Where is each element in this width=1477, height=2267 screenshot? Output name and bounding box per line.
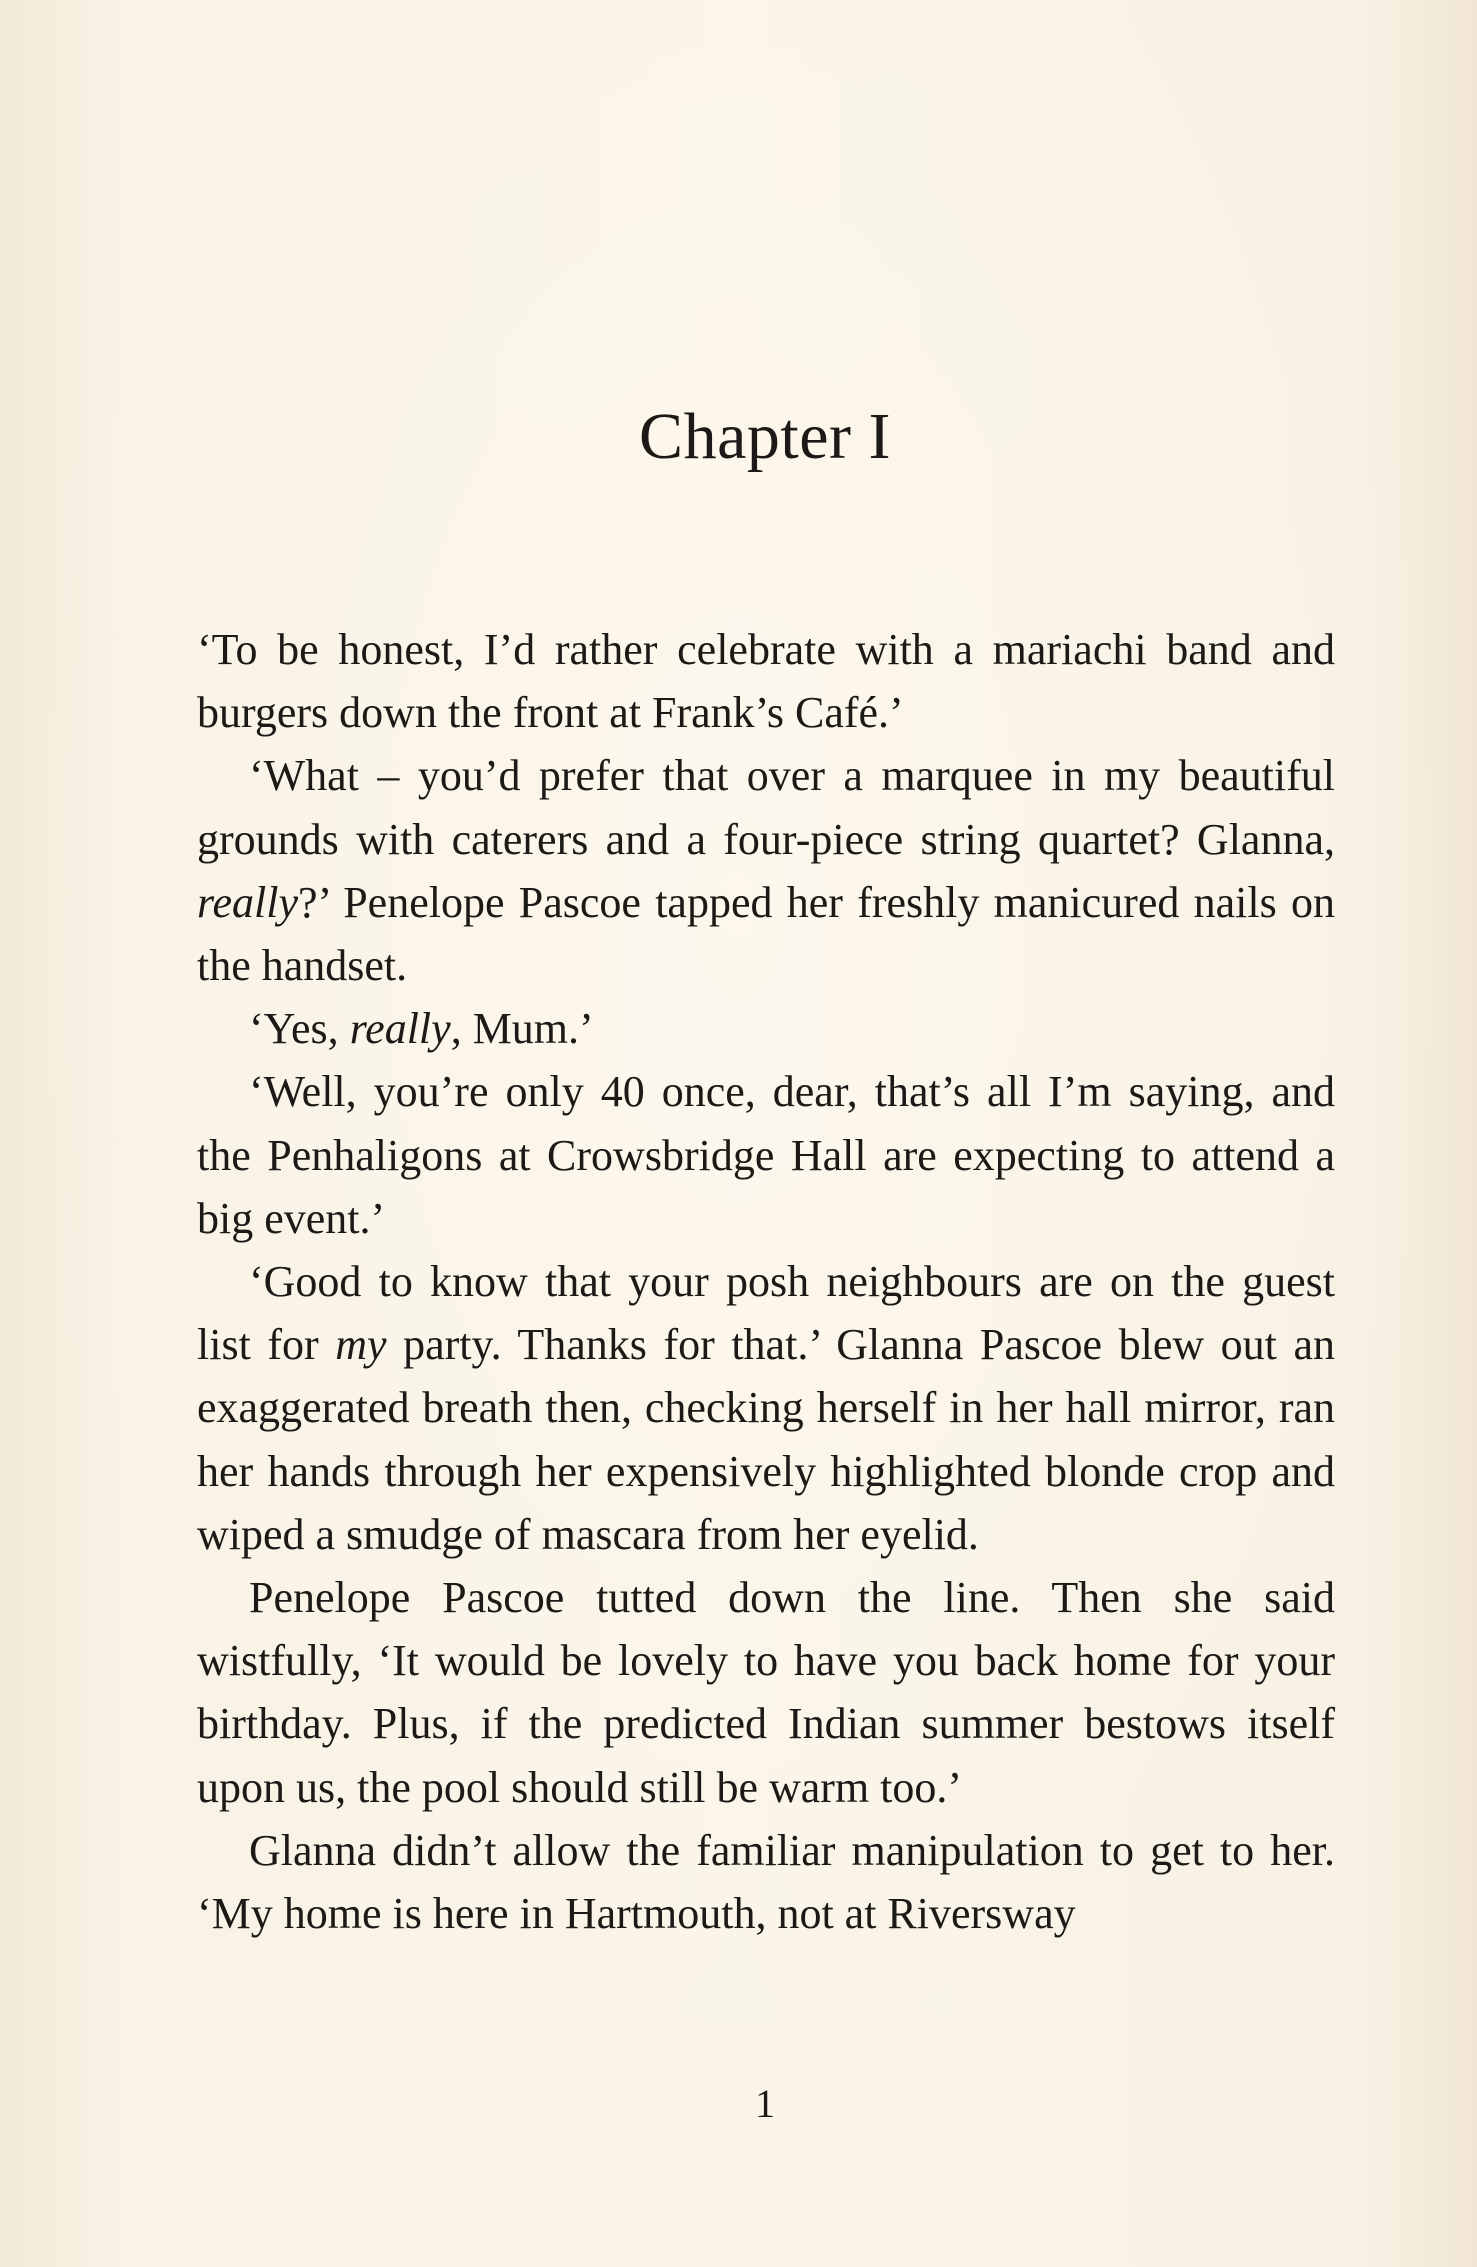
- emphasis: really: [349, 1004, 451, 1054]
- chapter-title: Chapter I: [639, 400, 891, 474]
- emphasis: really: [197, 877, 298, 927]
- body-text: [197, 618, 1335, 1945]
- paragraph: ‘What – you’d prefer that over a marquee in my beautiful grounds with caterers and a four-piece string quartet? Glanna, really?’ Penelope Pascoe tapped her freshly manicured nails on the handset.: [197, 751, 1335, 991]
- page-number: 1: [755, 2081, 775, 2126]
- paragraph: Glanna didn’t allow the familiar manipulation to get to her. ‘My home is here in Hartmouth, not at Riversway: [197, 1825, 1335, 1939]
- emphasis: my: [335, 1320, 387, 1370]
- paragraph: ‘Good to know that your posh neighbours are on the guest list for my party. Thanks for that.’ Glanna Pascoe blew out an exaggerated breath then, checking herself in her hall mirror, ran her hands through her expensively highlighted blonde crop and wiped a smudge of mascara from her eyelid.: [197, 1257, 1335, 1559]
- paragraph: Penelope Pascoe tutted down the line. Then she said wistfully, ‘It would be lovely to have you back home for your birthday. Plus, if the predicted Indian summer bestows itself upon us, the pool should still be warm too.’: [197, 1573, 1335, 1812]
- paragraph: ‘Yes, really, Mum.’: [249, 1004, 594, 1054]
- paragraph: ‘To be honest, I’d rather celebrate with a mariachi band and burgers down the front at Frank’s Café.’: [197, 625, 1335, 738]
- paragraph: ‘Well, you’re only 40 once, dear, that’s all I’m saying, and the Penhaligons at Crowsbridge Hall are expecting to attend a big event.’: [197, 1067, 1335, 1243]
